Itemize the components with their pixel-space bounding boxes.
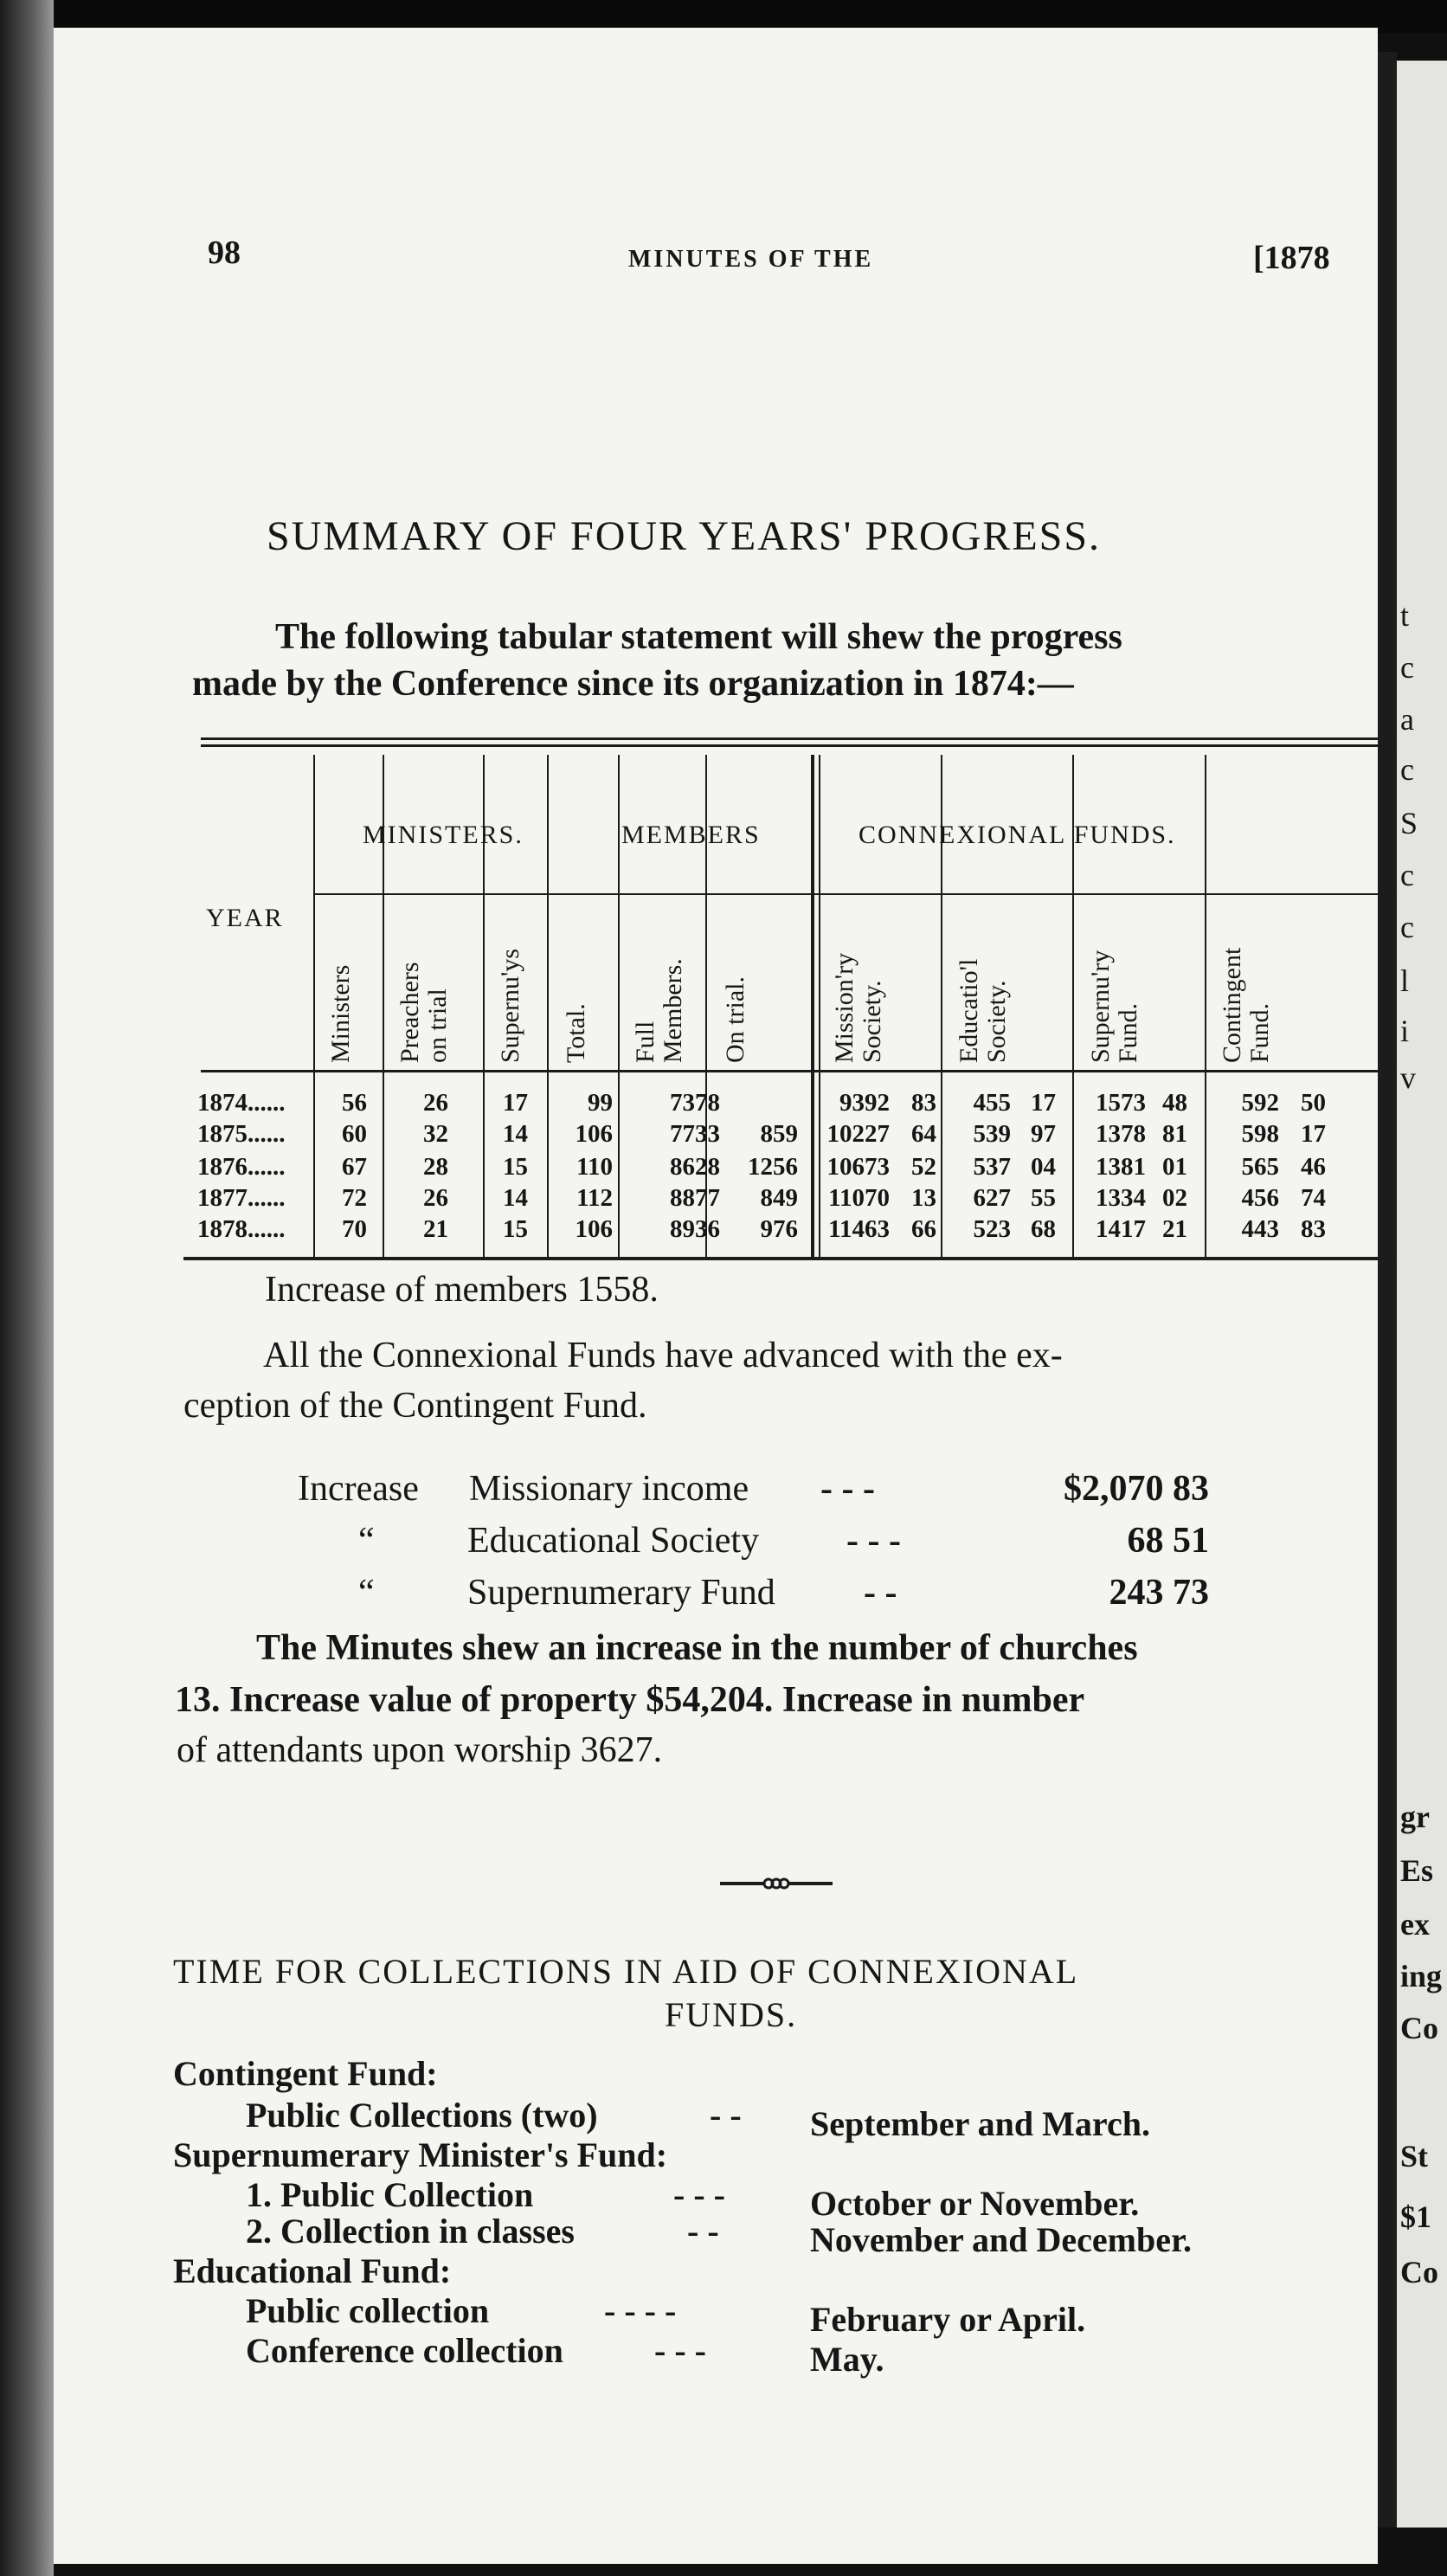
adjacent-page-letters: $1 — [1400, 2199, 1431, 2234]
increase-prefix: “ — [358, 1573, 375, 1613]
cell-missionary-cents: 52 — [911, 1153, 936, 1181]
cell-educational-cents: 97 — [1031, 1120, 1056, 1148]
collection-time: October or November. — [810, 2184, 1140, 2223]
adjacent-page-letters: c — [1400, 752, 1414, 787]
collection-dashes: - - - — [654, 2331, 706, 2370]
cell-supernumerary-cents: 81 — [1162, 1120, 1187, 1148]
cell-total: 112 — [576, 1184, 613, 1212]
column-header-line: Mission'ry — [830, 952, 859, 1063]
cell-total: 99 — [588, 1089, 613, 1117]
increase-amount: 68 51 — [1127, 1521, 1209, 1561]
collection-label: Public collection — [246, 2291, 490, 2330]
funds-line-2: ception of the Contingent Fund. — [183, 1386, 647, 1426]
adjacent-page-letters: a — [1400, 702, 1414, 737]
collection-label: 2. Collection in classes — [246, 2212, 575, 2251]
column-header-line: Preachers — [396, 962, 424, 1063]
column-header-line: Contingent — [1218, 947, 1246, 1063]
increase-label: Missionary income — [469, 1469, 749, 1509]
table-rule — [618, 755, 620, 1257]
column-header-line: Supernu'ys — [496, 948, 524, 1063]
cell-educational-dollars: 539 — [973, 1120, 1011, 1148]
minutes-line-1: The Minutes shew an increase in the number of churches — [256, 1628, 1138, 1668]
adjacent-page-fragment — [1397, 61, 1447, 2528]
collection-time: November and December. — [810, 2220, 1193, 2259]
collection-label: Conference collection — [246, 2331, 563, 2370]
cell-contingent-dollars: 598 — [1241, 1120, 1279, 1148]
increase-prefix: “ — [358, 1521, 375, 1561]
cell-contingent-cents: 83 — [1301, 1215, 1326, 1243]
column-header-line: Supernu'ry — [1086, 950, 1115, 1063]
cell-supernuys: 14 — [503, 1184, 528, 1212]
column-header-missionary — [831, 953, 886, 1063]
collections-title-2: FUNDS. — [665, 1995, 798, 2034]
collection-time: February or April. — [810, 2300, 1086, 2339]
cell-full: 7378 — [670, 1089, 720, 1117]
adjacent-page-letters: Es — [1400, 1853, 1434, 1888]
cell-educational-dollars: 523 — [973, 1215, 1011, 1243]
increase-label: Supernumerary Fund — [467, 1573, 775, 1613]
collection-label: Educational Fund: — [173, 2251, 452, 2290]
adjacent-page-letters: ex — [1400, 1907, 1430, 1942]
adjacent-page-letters: l — [1400, 963, 1410, 998]
cell-educational-cents: 04 — [1031, 1153, 1056, 1181]
column-header-ontrial — [722, 976, 749, 1063]
cell-contingent-cents: 17 — [1301, 1120, 1326, 1148]
column-header-educational — [955, 959, 1011, 1063]
cell-missionary-cents: 64 — [911, 1120, 936, 1148]
cell-ontrial: 849 — [760, 1184, 798, 1212]
cell-preachers: 32 — [423, 1120, 448, 1148]
cell-educational-dollars: 627 — [973, 1184, 1011, 1212]
cell-full: 7733 — [670, 1120, 720, 1148]
increase-dashes: - - — [864, 1573, 897, 1613]
table-rule — [547, 755, 549, 1257]
cell-supernumerary-dollars: 1378 — [1096, 1120, 1146, 1148]
cell-contingent-cents: 74 — [1301, 1184, 1326, 1212]
scan-left-edge — [0, 0, 54, 2576]
group-members: MEMBERS — [621, 821, 761, 849]
table-rule — [813, 755, 814, 1257]
cell-missionary-dollars: 10673 — [826, 1153, 890, 1181]
table-rule — [1205, 755, 1206, 1257]
column-header-line: Full — [631, 1021, 659, 1063]
table-rule — [201, 737, 1395, 740]
cell-preachers: 26 — [423, 1184, 448, 1212]
cell-supernuys: 15 — [503, 1215, 528, 1243]
cell-ministers: 60 — [342, 1120, 367, 1148]
collection-dashes: - - — [687, 2212, 719, 2251]
cell-educational-dollars: 537 — [973, 1153, 1011, 1181]
cell-educational-cents: 17 — [1031, 1089, 1056, 1117]
cell-educational-dollars: 455 — [973, 1089, 1011, 1117]
cell-educational-cents: 68 — [1031, 1215, 1056, 1243]
cell-missionary-dollars: 11070 — [828, 1184, 890, 1212]
adjacent-page-letters: ing — [1400, 1959, 1443, 1993]
column-header-line: Fund. — [1114, 1002, 1142, 1063]
cell-missionary-dollars: 10227 — [826, 1120, 890, 1148]
column-header-line: Educatio'l — [955, 958, 983, 1063]
table-rule — [201, 1070, 1395, 1072]
adjacent-page-letters: i — [1400, 1014, 1410, 1048]
collection-time: May. — [810, 2340, 884, 2379]
cell-preachers: 26 — [423, 1089, 448, 1117]
cell-supernumerary-cents: 21 — [1162, 1215, 1187, 1243]
collection-label: Public Collections (two) — [246, 2096, 598, 2135]
funds-line-1: All the Connexional Funds have advanced with the ex- — [263, 1336, 1063, 1375]
cell-contingent-dollars: 592 — [1241, 1089, 1279, 1117]
cell-educational-cents: 55 — [1031, 1184, 1056, 1212]
cell-contingent-dollars: 443 — [1241, 1215, 1279, 1243]
row-year: 1875...... — [197, 1120, 286, 1148]
row-year: 1874...... — [197, 1089, 286, 1117]
cell-ontrial: 1256 — [748, 1153, 798, 1181]
increase-prefix: Increase — [298, 1469, 419, 1509]
cell-supernuys: 14 — [503, 1120, 528, 1148]
collection-label: Supernumerary Minister's Fund: — [173, 2135, 668, 2174]
running-head: MINUTES OF THE — [628, 246, 874, 273]
section-divider-ornament — [720, 1875, 833, 1892]
cell-ministers: 56 — [342, 1089, 367, 1117]
adjacent-page-letters: S — [1400, 806, 1418, 840]
adjacent-page-letters: t — [1400, 598, 1410, 633]
cell-ontrial: 859 — [760, 1120, 798, 1148]
column-header-line: on trial — [423, 989, 452, 1063]
summary-title: SUMMARY OF FOUR YEARS' PROGRESS. — [267, 513, 1102, 559]
cell-contingent-cents: 46 — [1301, 1153, 1326, 1181]
column-header-contingent — [1219, 948, 1274, 1063]
adjacent-page-letters: Co — [1400, 2255, 1438, 2289]
cell-missionary-dollars: 11463 — [828, 1215, 890, 1243]
column-header-total — [563, 1003, 590, 1063]
collection-label: 1. Public Collection — [246, 2175, 534, 2214]
intro-line-1: The following tabular statement will shew the progress — [275, 617, 1122, 657]
cell-missionary-dollars: 9392 — [839, 1089, 890, 1117]
column-header-line: On trial. — [721, 976, 749, 1063]
adjacent-page-letters: gr — [1400, 1800, 1430, 1834]
row-year: 1877...... — [197, 1184, 286, 1212]
cell-ministers: 72 — [342, 1184, 367, 1212]
cell-total: 106 — [575, 1215, 613, 1243]
cell-ministers: 70 — [342, 1215, 367, 1243]
adjacent-page-letters: Co — [1400, 2011, 1438, 2045]
column-header-line: Ministers — [326, 964, 355, 1063]
cell-supernuys: 17 — [503, 1089, 528, 1117]
cell-contingent-dollars: 565 — [1241, 1153, 1279, 1181]
cell-preachers: 28 — [423, 1153, 448, 1181]
cell-supernumerary-dollars: 1334 — [1096, 1184, 1146, 1212]
increase-members: Increase of members 1558. — [265, 1270, 659, 1310]
minutes-line-2: 13. Increase value of property $54,204. Increase in number — [175, 1680, 1085, 1720]
cell-full: 8877 — [670, 1184, 720, 1212]
column-header-line: Society. — [858, 980, 886, 1063]
cell-ontrial: 976 — [760, 1215, 798, 1243]
cell-missionary-cents: 13 — [911, 1184, 936, 1212]
increase-label: Educational Society — [467, 1521, 760, 1561]
cell-preachers: 21 — [423, 1215, 448, 1243]
column-header-full — [632, 958, 687, 1063]
column-header-line: Total. — [562, 1003, 590, 1063]
cell-supernumerary-cents: 48 — [1162, 1089, 1187, 1117]
cell-full: 8628 — [670, 1153, 720, 1181]
cell-supernumerary-dollars: 1417 — [1096, 1215, 1146, 1243]
row-year: 1876...... — [197, 1153, 286, 1181]
increase-amount: 243 73 — [1109, 1573, 1209, 1613]
adjacent-page-letters: c — [1400, 858, 1414, 892]
column-header-line: Members. — [659, 958, 687, 1063]
cell-contingent-dollars: 456 — [1241, 1184, 1279, 1212]
collection-time: September and March. — [810, 2104, 1150, 2143]
group-ministers: MINISTERS. — [363, 821, 524, 849]
column-header-ministers — [327, 965, 355, 1063]
year-header: YEAR — [206, 904, 284, 932]
collection-dashes: - - - — [673, 2175, 725, 2214]
cell-missionary-cents: 66 — [911, 1215, 936, 1243]
book-page — [54, 28, 1378, 2564]
cell-supernuys: 15 — [503, 1153, 528, 1181]
table-rule — [313, 893, 1395, 895]
group-funds: CONNEXIONAL FUNDS. — [859, 821, 1176, 849]
table-rule — [201, 744, 1395, 747]
cell-contingent-cents: 50 — [1301, 1089, 1326, 1117]
collection-label: Contingent Fund: — [173, 2054, 438, 2093]
column-header-line: Fund. — [1245, 1002, 1274, 1063]
cell-supernumerary-cents: 01 — [1162, 1153, 1187, 1181]
column-header-preachers — [396, 962, 452, 1063]
adjacent-page-letters: v — [1400, 1060, 1416, 1095]
cell-missionary-cents: 83 — [911, 1089, 936, 1117]
table-rule — [313, 755, 315, 1257]
column-header-supernuys — [497, 949, 524, 1063]
table-rule — [183, 1257, 1395, 1260]
year-tag: [1878 — [1253, 240, 1330, 276]
row-year: 1878...... — [197, 1215, 286, 1243]
collections-title-1: TIME FOR COLLECTIONS IN AID OF CONNEXIONAL — [173, 1952, 1079, 1991]
collection-dashes: - - — [710, 2096, 742, 2135]
increase-dashes: - - - — [846, 1521, 901, 1561]
cell-full: 8936 — [670, 1215, 720, 1243]
table-rule — [819, 755, 820, 1257]
adjacent-page-letters: c — [1400, 910, 1414, 944]
column-header-line: Society. — [982, 980, 1011, 1063]
increase-amount: $2,070 83 — [1064, 1469, 1209, 1509]
cell-ministers: 67 — [342, 1153, 367, 1181]
minutes-line-3: of attendants upon worship 3627. — [177, 1730, 663, 1770]
column-header-supernumerary — [1087, 950, 1142, 1063]
cell-supernumerary-cents: 02 — [1162, 1184, 1187, 1212]
increase-dashes: - - - — [820, 1469, 875, 1509]
adjacent-page-letters: c — [1400, 650, 1414, 685]
cell-supernumerary-dollars: 1381 — [1096, 1153, 1146, 1181]
intro-line-2: made by the Conference since its organization in 1874:— — [192, 664, 1074, 704]
adjacent-page-letters: St — [1400, 2139, 1429, 2174]
collection-dashes: - - - - — [604, 2291, 677, 2330]
cell-total: 106 — [575, 1120, 613, 1148]
book-gutter — [1378, 52, 1397, 2528]
cell-supernumerary-dollars: 1573 — [1096, 1089, 1146, 1117]
page-number: 98 — [208, 235, 241, 271]
cell-total: 110 — [576, 1153, 613, 1181]
